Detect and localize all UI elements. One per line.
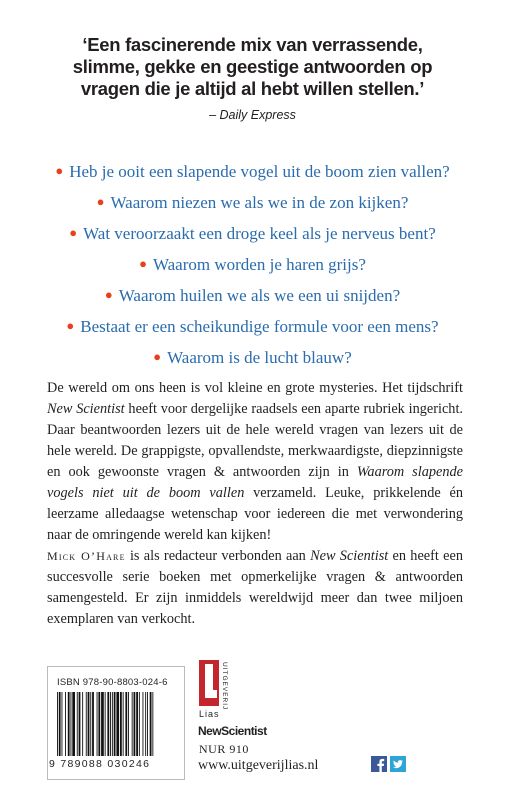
bullet-icon: ●: [139, 256, 147, 271]
question-text: Waarom worden je haren grijs?: [152, 255, 366, 274]
magazine-name: New Scientist: [47, 401, 125, 417]
facebook-icon[interactable]: [371, 756, 387, 772]
bullet-icon: ●: [104, 287, 113, 302]
question-text: Waarom huilen we als we een ui snijden?: [118, 286, 401, 305]
question-item: [0, 317, 505, 337]
bullet-icon: ●: [96, 194, 105, 209]
isbn-label: ISBN 978-90-8803-024-6: [57, 677, 168, 688]
question-text: Heb je ooit een slapende vogel uit de boom zien vallen?: [69, 162, 450, 181]
book-title: Waarom slapende vogels niet uit de boom vallen: [47, 464, 464, 501]
description-text: De wereld om ons heen is vol kleine en grote mysteries. Het tijdschrift: [47, 380, 463, 396]
description-text: heeft voor dergelijke raadsels een aparte rubriek ingericht. Daar beantwoorden lezers uit de hele wereld vragen van lezers uit de hele wereld. De grappigste, opvallendste, merkwaardigste, diepzinnigste en ook gewoonste vragen & antwoorden zijn in: [47, 401, 463, 480]
magazine-name: New Scientist: [310, 548, 389, 564]
author-name: Mick O’Hare: [47, 549, 126, 563]
book-description: [47, 378, 463, 546]
logo-text: Lias: [199, 709, 220, 719]
publisher-website[interactable]: www.uitgeverijlias.nl: [198, 758, 319, 773]
question-text: Waarom is de lucht blauw?: [167, 348, 352, 367]
description-text: verzameld. Leuke, prikkelende én leerzame alledaagse wetenschap voor iedereen die met verwondering naar de omringende wereld kan kijken!: [47, 485, 463, 543]
twitter-icon[interactable]: [390, 756, 406, 772]
quote-attribution: – Daily Express: [209, 108, 296, 122]
quote-line: ‘Een fascinerende mix van verrassende,: [82, 34, 423, 55]
bullet-icon: ●: [153, 349, 162, 364]
question-text: Bestaat er een scheikundige formule voor een mens?: [80, 317, 439, 336]
bullet-icon: ●: [55, 163, 64, 178]
quote-line: vragen die je altijd al hebt willen stellen.’: [80, 78, 425, 99]
quote-line: slimme, gekke en geestige antwoorden op: [72, 56, 433, 77]
bio-text: en heeft een succesvolle serie boeken met opmerkelijke vragen & antwoorden samengesteld. Er zijn inmiddels wereldwijd meer dan twee miljoen exemplaren van verkocht.: [47, 548, 463, 627]
bullet-icon: ●: [69, 225, 78, 240]
question-text: Waarom niezen we als we in de zon kijken?: [110, 193, 409, 212]
question-item: [0, 286, 505, 306]
question-item: [0, 348, 505, 368]
logo-vertical-text: UITGEVERIJ: [221, 662, 228, 711]
question-item: [0, 224, 505, 244]
barcode-number: 9 789088 030246: [49, 758, 151, 770]
author-bio: [47, 546, 463, 630]
bio-text: is als redacteur verbonden aan: [125, 548, 311, 564]
nur-code: NUR 910: [199, 742, 249, 756]
review-quote: [0, 34, 505, 100]
question-item: [0, 193, 505, 213]
question-item: [0, 255, 505, 275]
new-scientist-logo: NewScientist: [198, 724, 267, 738]
question-text: Wat veroorzaakt een droge keel als je nerveus bent?: [83, 224, 436, 243]
bullet-icon: ●: [66, 318, 75, 333]
barcode-image: [57, 692, 175, 756]
question-item: [0, 162, 505, 182]
publisher-logo: [199, 660, 231, 720]
